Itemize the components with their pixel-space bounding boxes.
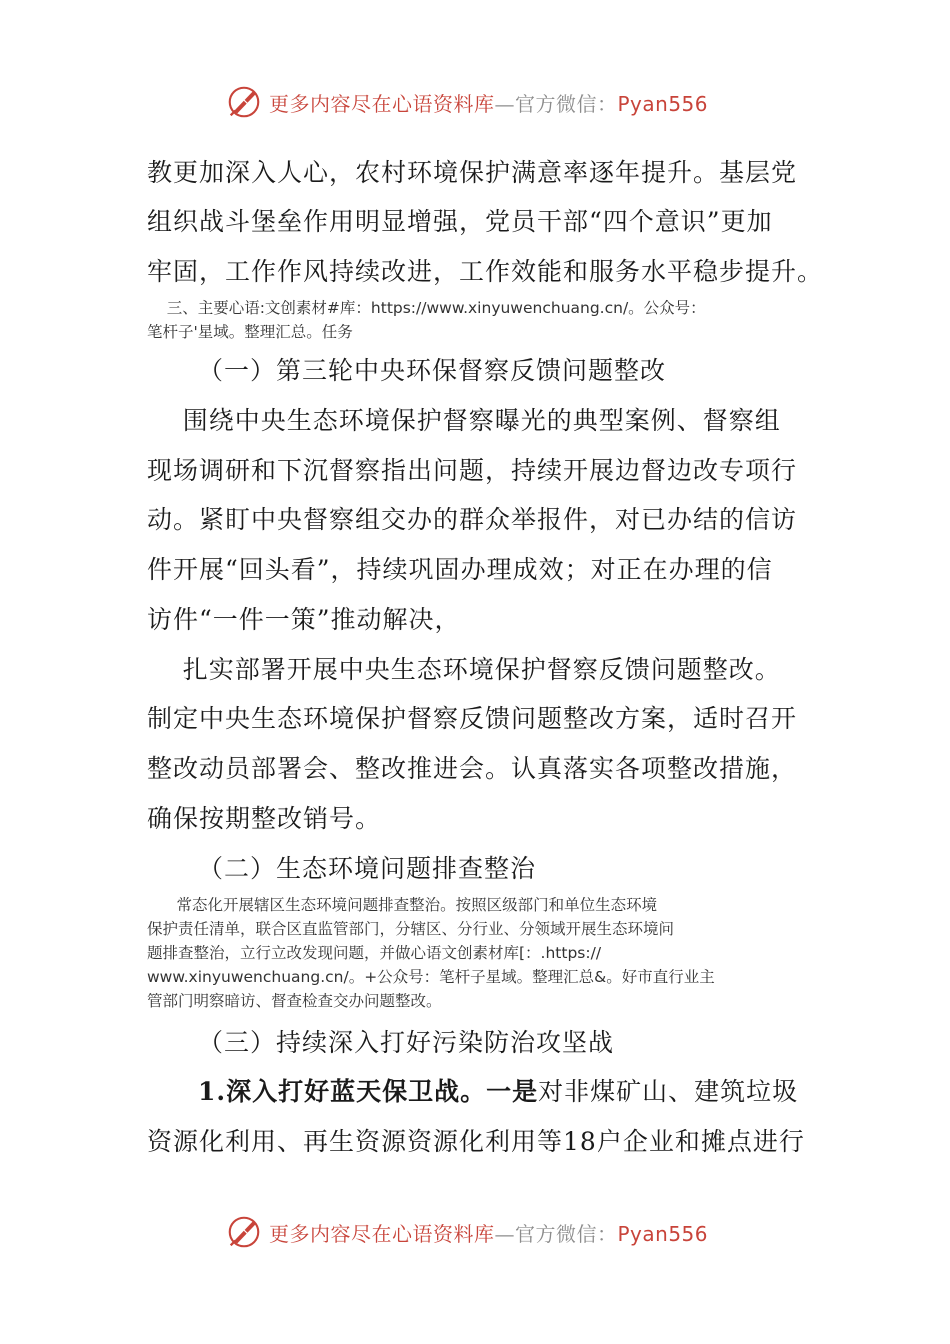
note2-line: 保护责任清单，联合区直监管部门，分辖区、分行业、分领域开展生态环境问 — [147, 920, 675, 938]
banner-sub: —官方微信： — [494, 1221, 618, 1246]
banner-wechat-id: Pyan556 — [617, 91, 709, 116]
banner-wechat-id: Pyan556 — [617, 1221, 709, 1246]
note2-line: 常态化开展辖区生态环境问题排查整治。按照区级部门和单位生态环境 — [147, 896, 658, 914]
note1-line: 三、主要心语:文创素材#库：https://www.xinyuwenchuang.cn/。公众号： — [147, 299, 706, 317]
para4-line: 资源化利用、再生资源资源化利用等18户企业和摊点进行 — [147, 1127, 805, 1156]
para2-line: 访件“一件一策”推动解决， — [147, 605, 461, 634]
section-heading-2: （二）生态环境问题排查整治 — [198, 854, 537, 883]
para1-line: 教更加深入人心，农村环境保护满意率逐年提升。基层党 — [147, 158, 798, 187]
quill-logo-icon — [225, 83, 263, 121]
note1-line: 笔杆子'星域。整理汇总。任务 — [147, 323, 353, 341]
banner-main: 更多内容尽在心语资料库 — [269, 91, 495, 116]
para3-line: 整改动员部署会、整改推进会。认真落实各项整改措施， — [147, 754, 798, 783]
footer-banner — [225, 1212, 745, 1252]
banner-main: 更多内容尽在心语资料库 — [269, 1221, 495, 1246]
para2-line: 件开展“回头看”，持续巩固办理成效；对正在办理的信 — [147, 555, 773, 584]
banner-text — [269, 1218, 708, 1247]
banner-sub: —官方微信： — [494, 91, 618, 116]
para3-line: 扎实部署开展中央生态环境保护督察反馈问题整改。 — [147, 655, 781, 684]
para2-line: 现场调研和下沉督察指出问题，持续开展边督边改专项行 — [147, 456, 798, 485]
quill-logo-icon — [225, 1213, 263, 1251]
para1-line: 牢固，工作作风持续改进，工作效能和服务水平稳步提升。 — [147, 257, 824, 286]
header-banner — [225, 82, 745, 122]
para1-line: 组织战斗堡垒作用明显增强，党员干部“四个意识”更加 — [147, 207, 773, 236]
note2-line: 管部门明察暗访、督查检查交办问题整改。 — [147, 992, 442, 1010]
banner-text — [269, 88, 708, 117]
para3-line: 制定中央生态环境保护督察反馈问题整改方案，适时召开 — [147, 704, 798, 733]
section-heading-1: （一）第三轮中央环保督察反馈问题整改 — [198, 356, 667, 385]
para4-line — [198, 1067, 858, 1117]
section-heading-3: （三）持续深入打好污染防治攻坚战 — [198, 1028, 615, 1057]
para2-line: 动。紧盯中央督察组交办的群众举报件，对已办结的信访 — [147, 505, 798, 534]
para4-rest: 对非煤矿山、建筑垃圾 — [538, 1077, 799, 1106]
para4-lead: 1.深入打好蓝天保卫战。一是 — [198, 1077, 539, 1106]
note2-line: 题排查整治，立行立改发现问题，并做心语文创素材库[：.https:// — [147, 944, 602, 962]
note2-line: www.xinyuwenchuang.cn/。+公众号：笔杆子星域。整理汇总&。好市直行业主 — [147, 968, 715, 986]
para3-line: 确保按期整改销号。 — [147, 804, 382, 833]
para2-line: 围绕中央生态环境保护督察曝光的典型案例、督察组 — [147, 406, 781, 435]
